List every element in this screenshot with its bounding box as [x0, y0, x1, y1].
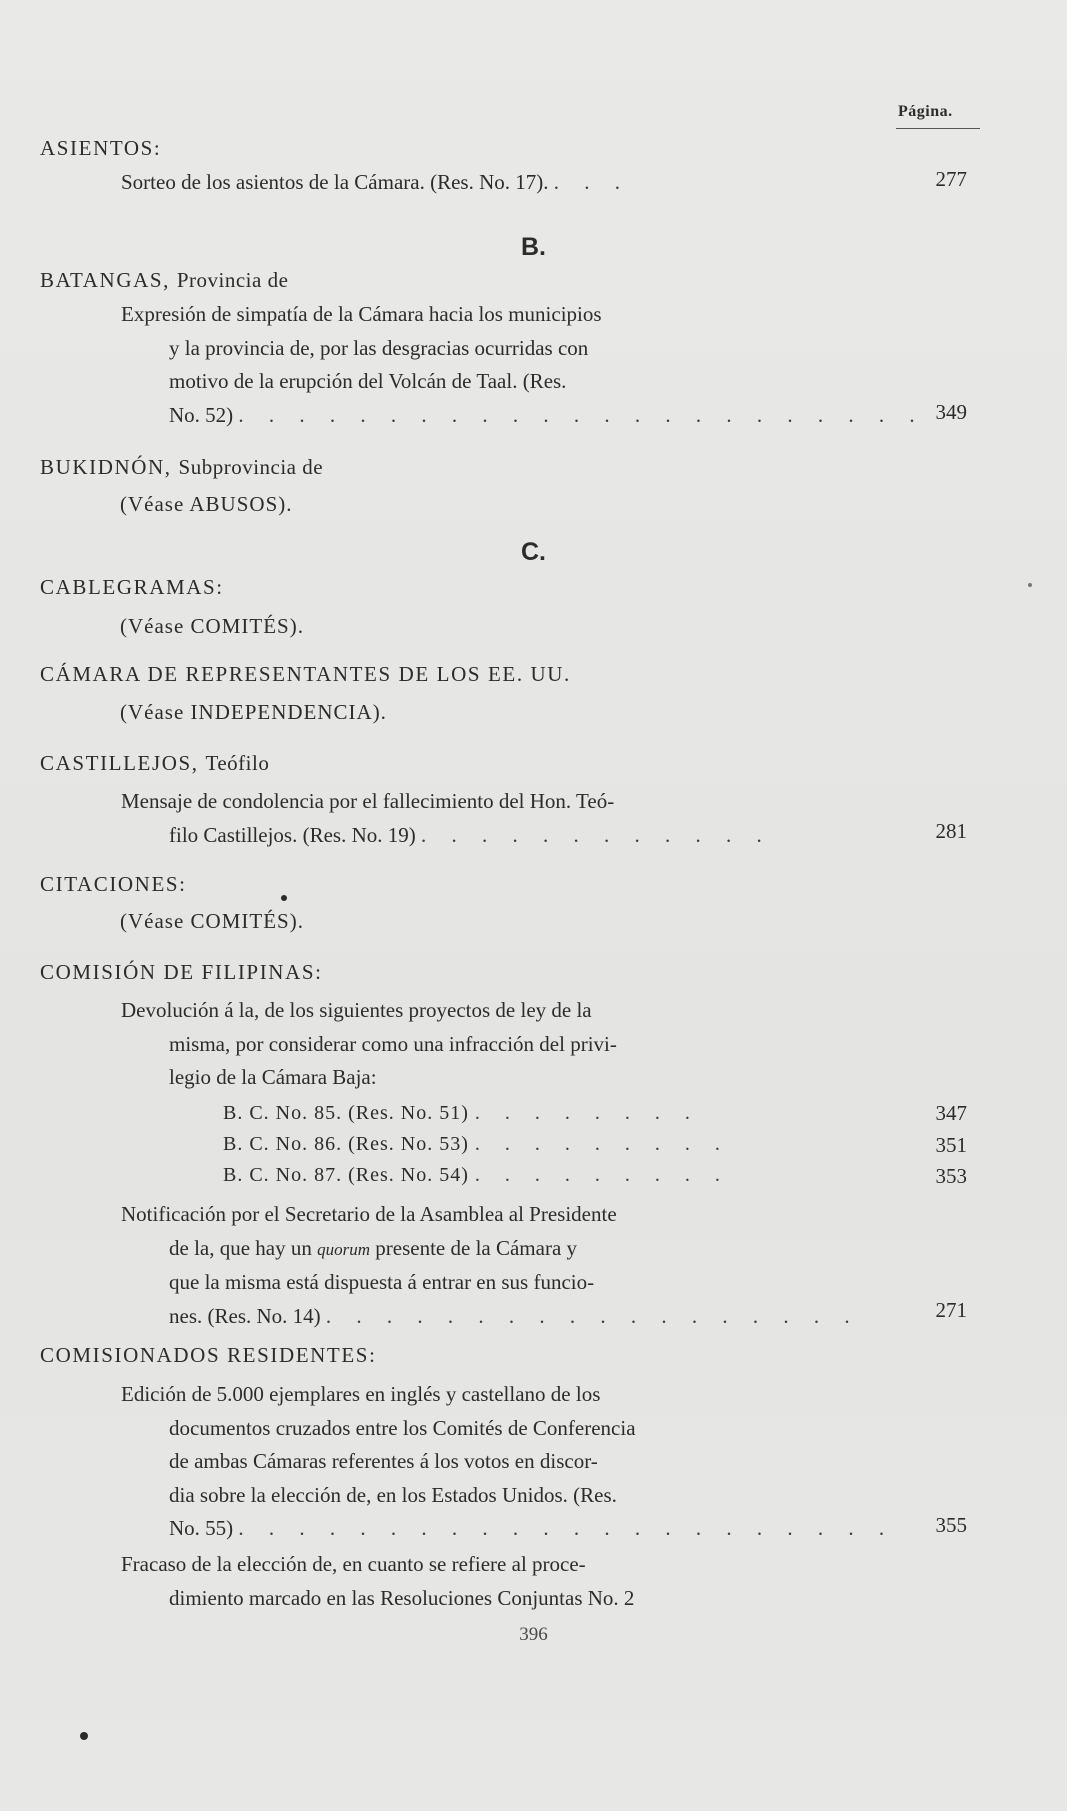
entry-line: misma, por considerar como una infracción del privi-	[169, 1031, 617, 1056]
page-number: 277	[935, 167, 967, 191]
leader-dots: . . . . . . . . . . . . . . . . . .	[325, 1303, 860, 1328]
page-number: 355	[935, 1513, 967, 1537]
section-letter-b: B.	[521, 233, 546, 261]
entry-comision	[121, 994, 901, 1095]
entry-text: Sorteo de los asientos de la Cámara. (Res. No. 17).	[121, 170, 549, 194]
entry-line: dia sobre la elección de, en los Estados Unidos. (Res.	[169, 1482, 617, 1507]
heading-castillejos	[40, 751, 269, 776]
page-number: 353	[935, 1164, 967, 1188]
pagina-label: Página.	[898, 103, 953, 120]
entry-fracaso	[121, 1548, 901, 1615]
bill-text: B. C. No. 85. (Res. No. 51)	[223, 1102, 469, 1124]
see-bukidnon: (Véase ABUSOS).	[120, 492, 293, 516]
heading-comision: COMISIÓN DE FILIPINAS:	[40, 960, 323, 984]
scan-speck	[1028, 583, 1032, 587]
leader-dots: . . . . . . . . . . . . . . . . . . . . . .	[238, 1516, 895, 1540]
leader-dots: . . . . . . . .	[474, 1102, 700, 1124]
entry-line: Edición de 5.000 ejemplares en inglés y castellano de los	[121, 1382, 601, 1406]
leader-dots: . . . . . . . . .	[474, 1164, 730, 1186]
see-camara: (Véase INDEPENDENCIA).	[120, 700, 387, 724]
heading-cablegramas: CABLEGRAMAS:	[40, 575, 224, 599]
heading-main: CASTILLEJOS,	[40, 751, 199, 775]
entry-line: Devolución á la, de los siguientes proyectos de ley de la	[121, 998, 592, 1022]
scan-speck	[281, 895, 287, 901]
leader-dots: . . . . . . . . .	[474, 1133, 730, 1155]
entry-notificacion	[121, 1198, 901, 1333]
leader-dots: . . .	[553, 170, 630, 194]
entry-line: legio de la Cámara Baja:	[169, 1065, 377, 1089]
leader-dots: . . . . . . . . . . . .	[420, 822, 772, 847]
see-citaciones: (Véase COMITÉS).	[120, 909, 304, 933]
section-letter-c: C.	[521, 538, 546, 566]
entry-line: Notificación por el Secretario de la Asamblea al Presidente	[121, 1202, 617, 1226]
page-number: 347	[935, 1101, 967, 1125]
bill-row	[223, 1164, 730, 1187]
entry-castillejos	[121, 785, 901, 852]
entry-comisionados	[121, 1378, 901, 1546]
bill-row	[223, 1102, 700, 1125]
entry-line: No. 52)	[169, 402, 234, 427]
entry-line: motivo de la erupción del Volcán de Taal. (Res.	[169, 369, 567, 393]
heading-citaciones: CITACIONES:	[40, 872, 187, 896]
entry-line: Mensaje de condolencia por el fallecimiento del Hon. Teó-	[121, 789, 615, 813]
entry-line: documentos cruzados entre los Comités de Conferencia	[169, 1415, 636, 1440]
see-cablegramas: (Véase COMITÉS).	[120, 614, 304, 638]
scan-speck	[80, 1732, 88, 1740]
entry-batangas	[121, 298, 925, 432]
page-folio: 396	[519, 1624, 548, 1645]
page-number: 281	[935, 819, 967, 843]
quorum-word: quorum	[317, 1239, 371, 1259]
entry-line: presente de la Cámara y	[375, 1235, 578, 1260]
entry-line: y la provincia de, por las desgracias ocurridas con	[169, 335, 589, 360]
entry-line: que la misma está dispuesta á entrar en sus funcio-	[169, 1270, 595, 1294]
heading-main: BUKIDNÓN,	[40, 455, 172, 479]
heading-batangas	[40, 268, 288, 293]
heading-camara: CÁMARA DE REPRESENTANTES DE LOS EE. UU.	[40, 662, 571, 686]
heading-rest: Subprovincia de	[178, 455, 324, 479]
bill-row	[223, 1133, 730, 1156]
entry-asientos	[121, 166, 901, 200]
heading-rest: Teófilo	[205, 751, 270, 775]
heading-rest: Provincia de	[176, 268, 289, 292]
heading-comisionados: COMISIONADOS RESIDENTES:	[40, 1343, 377, 1367]
entry-line: dimiento marcado en las Resoluciones Conjuntas No. 2	[169, 1585, 635, 1610]
entry-line: nes. (Res. No. 14)	[169, 1303, 321, 1328]
page-number: 351	[935, 1133, 967, 1157]
entry-line: de la, que hay un	[169, 1235, 312, 1260]
bill-text: B. C. No. 87. (Res. No. 54)	[223, 1164, 469, 1186]
entry-line: No. 55)	[169, 1516, 234, 1540]
entry-line: filo Castillejos. (Res. No. 19)	[169, 822, 416, 847]
heading-main: BATANGAS,	[40, 268, 170, 292]
bill-text: B. C. No. 86. (Res. No. 53)	[223, 1133, 469, 1155]
leader-dots: . . . . . . . . . . . . . . . . . . . . . . .	[238, 402, 925, 427]
entry-line: de ambas Cámaras referentes á los votos en discor-	[169, 1449, 598, 1473]
heading-asientos: ASIENTOS:	[40, 136, 162, 160]
entry-line: Expresión de simpatía de la Cámara hacia los municipios	[121, 302, 602, 326]
page-number: 271	[935, 1298, 967, 1322]
heading-bukidnon	[40, 455, 323, 480]
page-number: 349	[935, 400, 967, 424]
entry-line: Fracaso de la elección de, en cuanto se refiere al proce-	[121, 1552, 586, 1576]
pagina-rule	[896, 128, 980, 129]
